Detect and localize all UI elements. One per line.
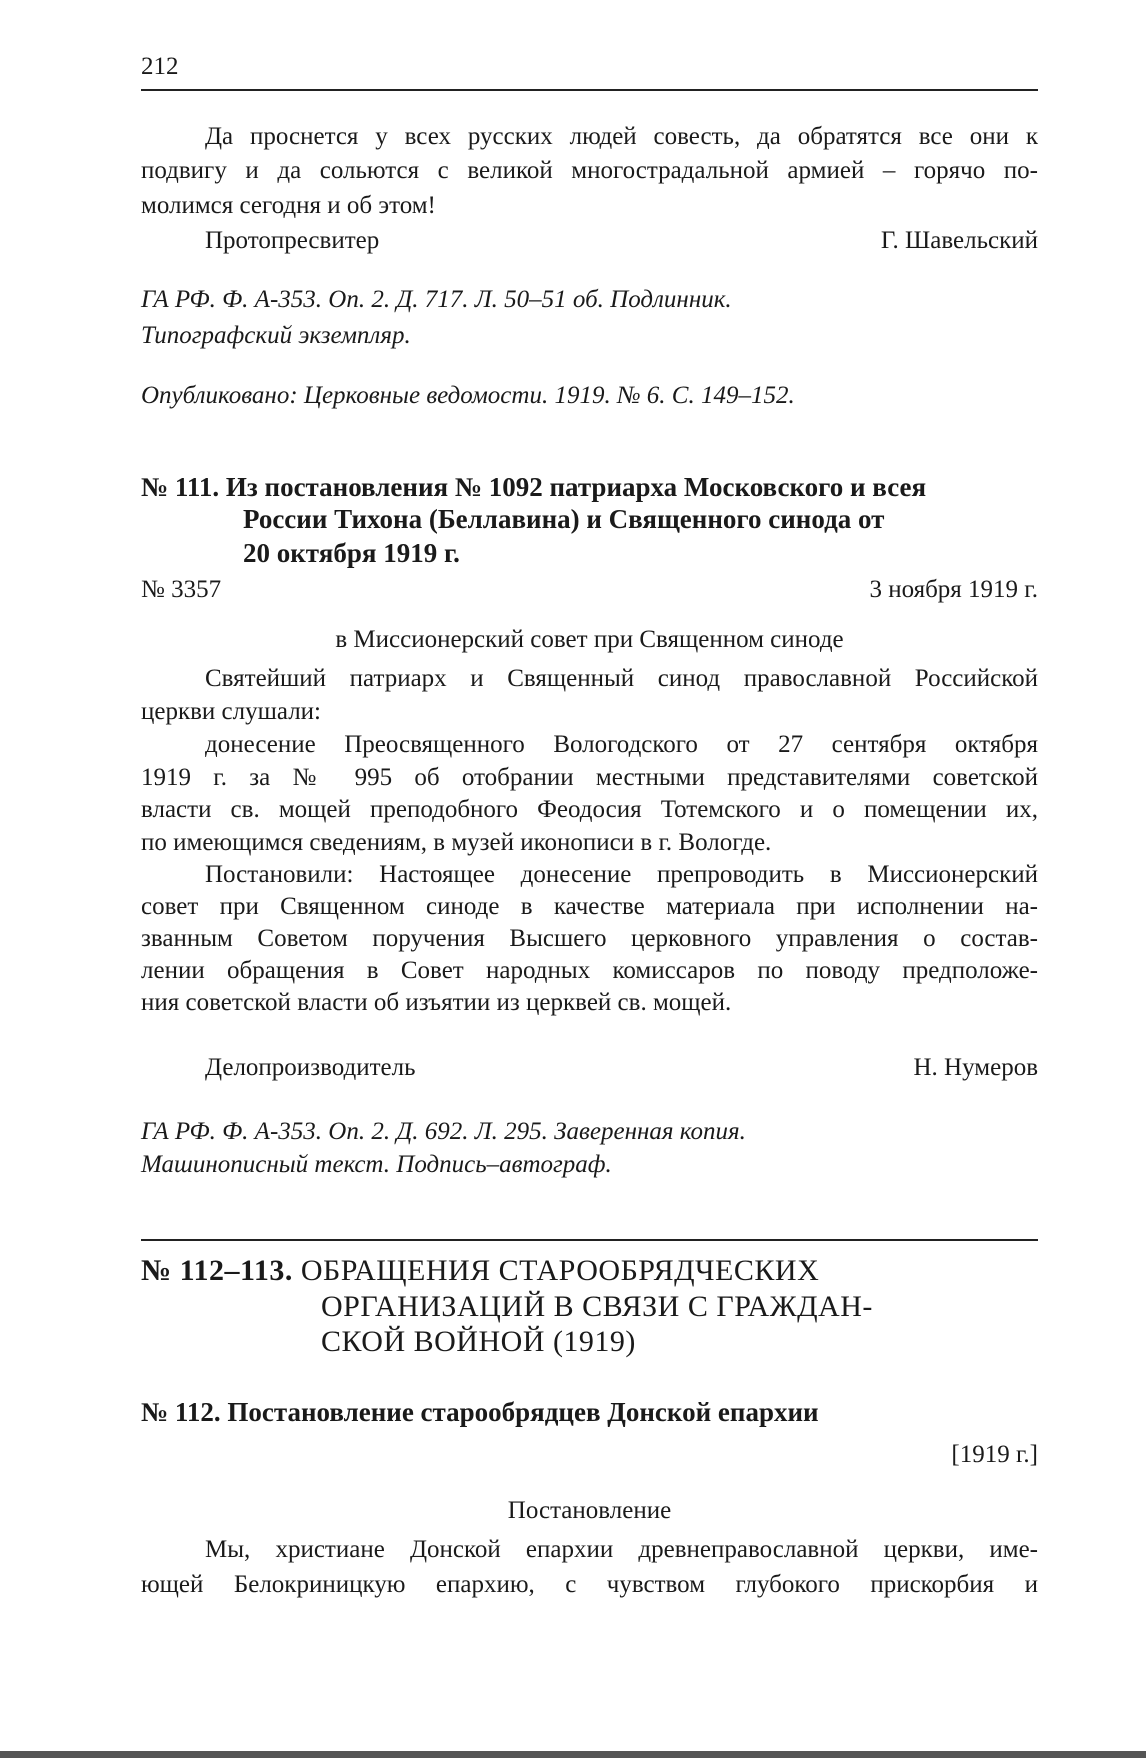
doc-title: Постановление	[507, 1497, 672, 1524]
paragraph-line: званным Советом поручения Высшего церковного управления о состав-	[141, 925, 1038, 952]
paragraph-line: лении обращения в Совет народных комиссаров по поводу предположе-	[141, 957, 1038, 984]
section-title-line: СКОЙ ВОЙНОЙ (1919)	[321, 1325, 636, 1358]
paragraph-line: Мы, христиане Донской епархии древнеправославной церкви, име-	[205, 1536, 1038, 1563]
paragraph-line: церкви слушали:	[141, 698, 321, 725]
doc-112-heading: № 112. Постановление старообрядцев Донской епархии	[141, 1397, 819, 1427]
archive-source: Типографский экземпляр.	[141, 322, 411, 349]
paragraph-line: подвигу и да сольются с великой многострадальной армией – горячо по-	[141, 157, 1038, 184]
archive-source: ГА РФ. Ф. А-353. Оп. 2. Д. 692. Л. 295. Заверенная копия.	[141, 1118, 746, 1145]
doc-title-line: 20 октября 1919 г.	[243, 538, 460, 568]
header-rule	[141, 89, 1038, 91]
doc-date: 3 ноября 1919 г.	[869, 576, 1038, 603]
paragraph-line: ния советской власти об изъятии из церквей св. мощей.	[141, 989, 732, 1016]
paragraph-line: Да проснется у всех русских людей совесть, да обратятся все они к	[205, 123, 1038, 150]
section-heading	[141, 1254, 1038, 1288]
signature-name: Г. Шавельский	[880, 227, 1038, 254]
paragraph-line: донесение Преосвященного Вологодского от 27 сентября октября	[205, 731, 1038, 758]
paragraph-line: власти св. мощей преподобного Феодосия Тотемского и о помещении их,	[141, 796, 1038, 823]
paragraph-line: ющей Белокриницкую епархию, с чувством глубокого прискорбия и	[141, 1571, 1038, 1598]
doc-ref-number: № 3357	[141, 576, 222, 603]
paragraph-line: Святейший патриарх и Священный синод православной Российской	[205, 665, 1038, 692]
section-title-line: ОБРАЩЕНИЯ СТАРООБРЯДЧЕСКИХ	[300, 1254, 820, 1287]
page-number: 212	[141, 53, 179, 80]
doc-111-heading	[141, 470, 1038, 504]
archive-source: ГА РФ. Ф. А-353. Оп. 2. Д. 717. Л. 50–51 об. Подлинник.	[141, 286, 732, 313]
doc-number: № 111.	[141, 472, 220, 502]
paragraph-line: Постановили: Настоящее донесение препроводить в Миссионерский	[205, 861, 1038, 888]
paragraph-line: совет при Священном синоде в качестве материала при исполнении на-	[141, 893, 1038, 920]
scan-edge	[0, 1751, 1146, 1758]
archive-source: Машинописный текст. Подпись–автограф.	[141, 1151, 612, 1178]
paragraph-line: по имеющимся сведениям, в музей иконописи в г. Вологде.	[141, 829, 772, 856]
signature-title: Протопресвитер	[205, 227, 380, 254]
signature-name: Н. Нумеров	[913, 1054, 1038, 1081]
section-title-line: ОРГАНИЗАЦИЙ В СВЯЗИ С ГРАЖДАН-	[321, 1290, 873, 1323]
section-rule	[141, 1239, 1038, 1241]
paragraph-line: молимся сегодня и об этом!	[141, 192, 436, 219]
doc-title-line: Из постановления № 1092 патриарха Московского и всея	[225, 472, 927, 502]
doc-date: [1919 г.]	[951, 1441, 1038, 1468]
doc-title-line: России Тихона (Беллавина) и Священного синода от	[243, 504, 885, 534]
publication-note: Опубликовано: Церковные ведомости. 1919. № 6. С. 149–152.	[141, 382, 795, 409]
addressee: в Миссионерский совет при Священном синоде	[335, 626, 844, 653]
signature-title: Делопроизводитель	[205, 1054, 416, 1081]
paragraph-line: 1919 г. за № 995 об отобрании местными представителями советской	[141, 764, 1038, 791]
section-number: № 112–113.	[141, 1254, 293, 1287]
